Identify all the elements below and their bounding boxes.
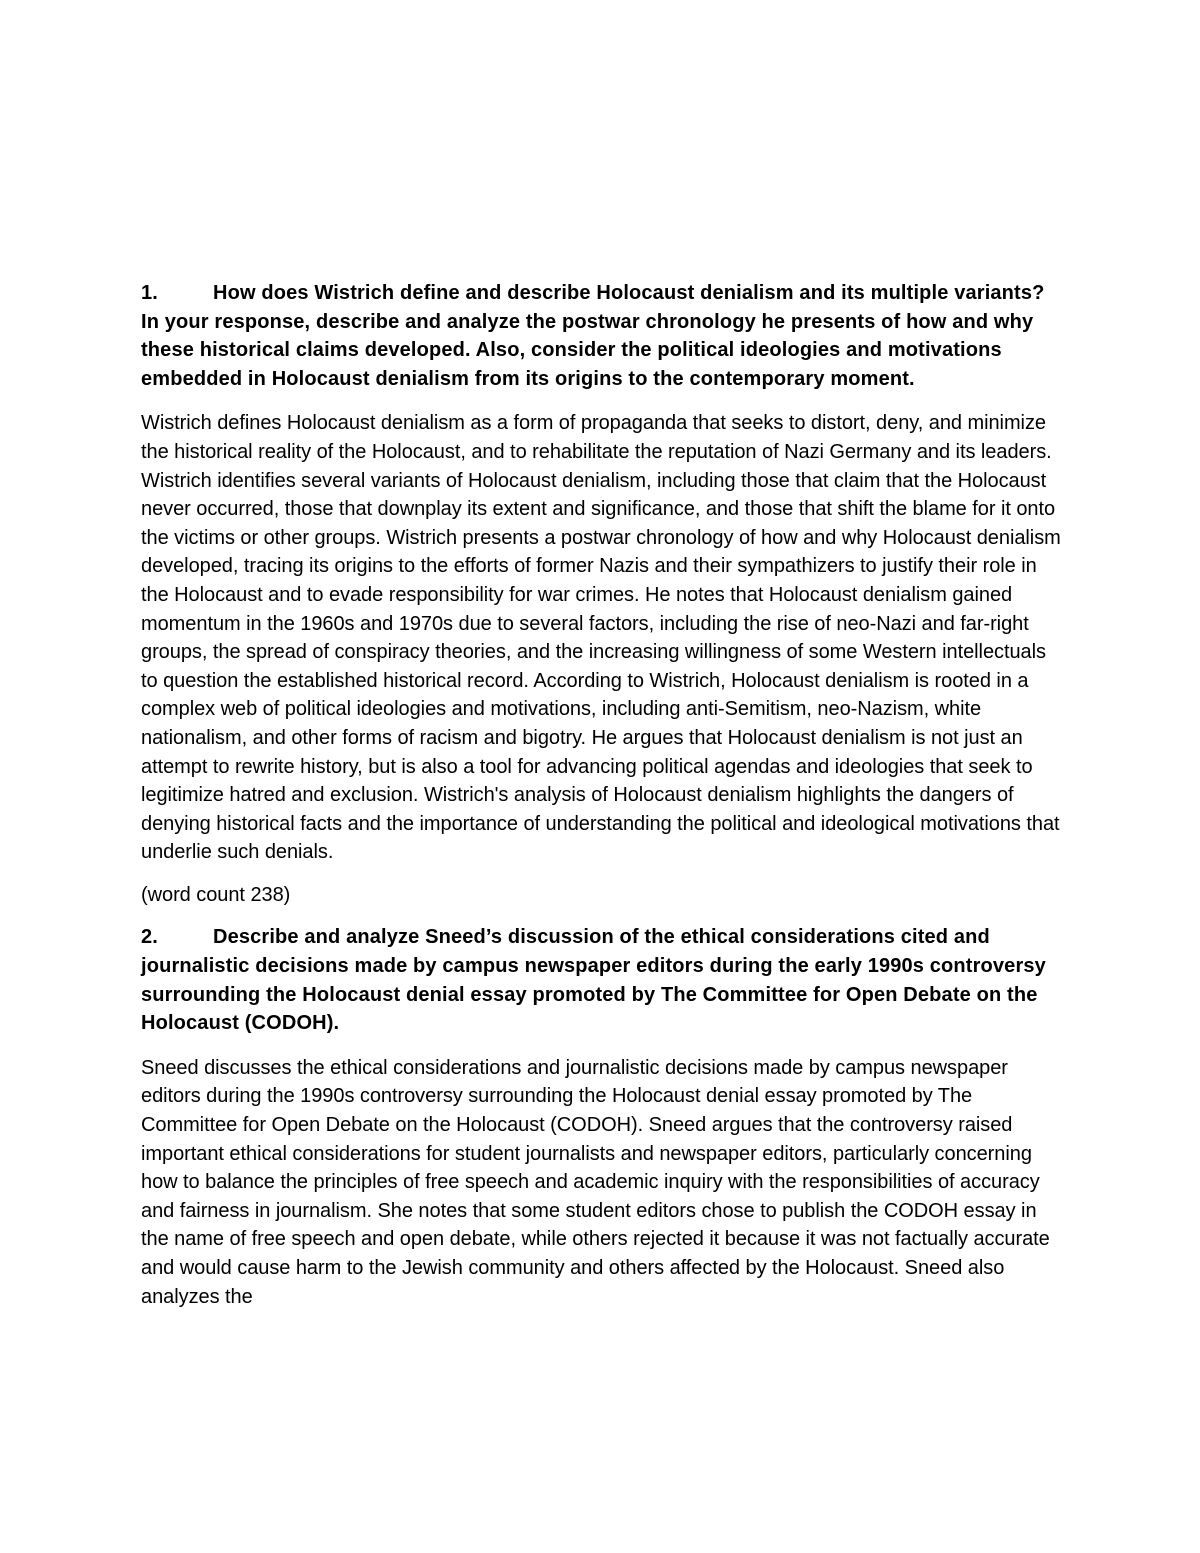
answer-2: Sneed discusses the ethical considerations and journalistic decisions made by campus newspaper editors during the 1990s controversy surrounding the Holocaust denial essay promoted by The Committee for Open Debate on the Holocaust (CODOH). Sneed argues that the controversy raised important ethical considerations for student journalists and newspaper editors, particularly concerning how to balance the principles of free speech and academic inquiry with the responsibilities of accuracy and fairness in journalism. She notes that some student editors chose to publish the CODOH essay in the name of free speech and open debate, while others rejected it because it was not factually accurate and would cause harm to the Jewish community and others affected by the Holocaust. Sneed also analyzes the xyxy=(141,1056,1050,1308)
answer-1: Wistrich defines Holocaust denialism as a form of propaganda that seeks to distort, deny, and minimize the historical reality of the Holocaust, and to rehabilitate the reputation of Nazi Germany and its leaders. Wistrich identifies several variants of Holocaust denialism, including those that claim that the Holocaust never occurred, those that downplay its extent and significance, and those that shift the blame for it onto the victims or other groups. Wistrich presents a postwar chronology of how and why Holocaust denialism developed, tracing its origins to the efforts of former Nazis and their sympathizers to justify their role in the Holocaust and to evade responsibility for war crimes. He notes that Holocaust denialism gained momentum in the 1960s and 1970s due to several factors, including the rise of neo-Nazi and far-right groups, the spread of conspiracy theories, and the increasing willingness of some Western intellectuals to question the established historical record. According to Wistrich, Holocaust denialism is rooted in a complex web of political ideologies and motivations, including anti-Semitism, neo-Nazism, white nationalism, and other forms of racism and bigotry. He argues that Holocaust denialism is not just an attempt to rewrite history, but is also a tool for advancing political agendas and ideologies that seek to legitimize hatred and exclusion. Wistrich's analysis of Holocaust denialism highlights the dangers of denying historical facts and the importance of understanding the political and ideological motivations that underlie such denials. xyxy=(141,412,1061,864)
question-2-number: 2. xyxy=(141,926,158,949)
question-1-number: 1. xyxy=(141,282,158,304)
question-2 xyxy=(141,923,1061,1037)
word-count-1: (word count 238) xyxy=(141,883,291,906)
question-1-text: How does Wistrich define and describe Holocaust denialism and its multiple variants? In your response, describe and analyze the postwar chronology he presents of how and why these historical claims developed. Also, consider the political ideologies and motivations embedded in Holocaust denialism from its origins to the contemporary moment. xyxy=(141,282,1045,390)
document-body xyxy=(141,279,1061,1311)
question-2-text: Describe and analyze Sneed’s discussion of the ethical considerations cited and journalistic decisions made by campus newspaper editors during the early 1990s controversy surrounding the Holocaust denial essay promoted by The Committee for Open Debate on the Holocaust (CODOH). xyxy=(141,926,1046,1035)
question-1 xyxy=(141,279,1061,393)
